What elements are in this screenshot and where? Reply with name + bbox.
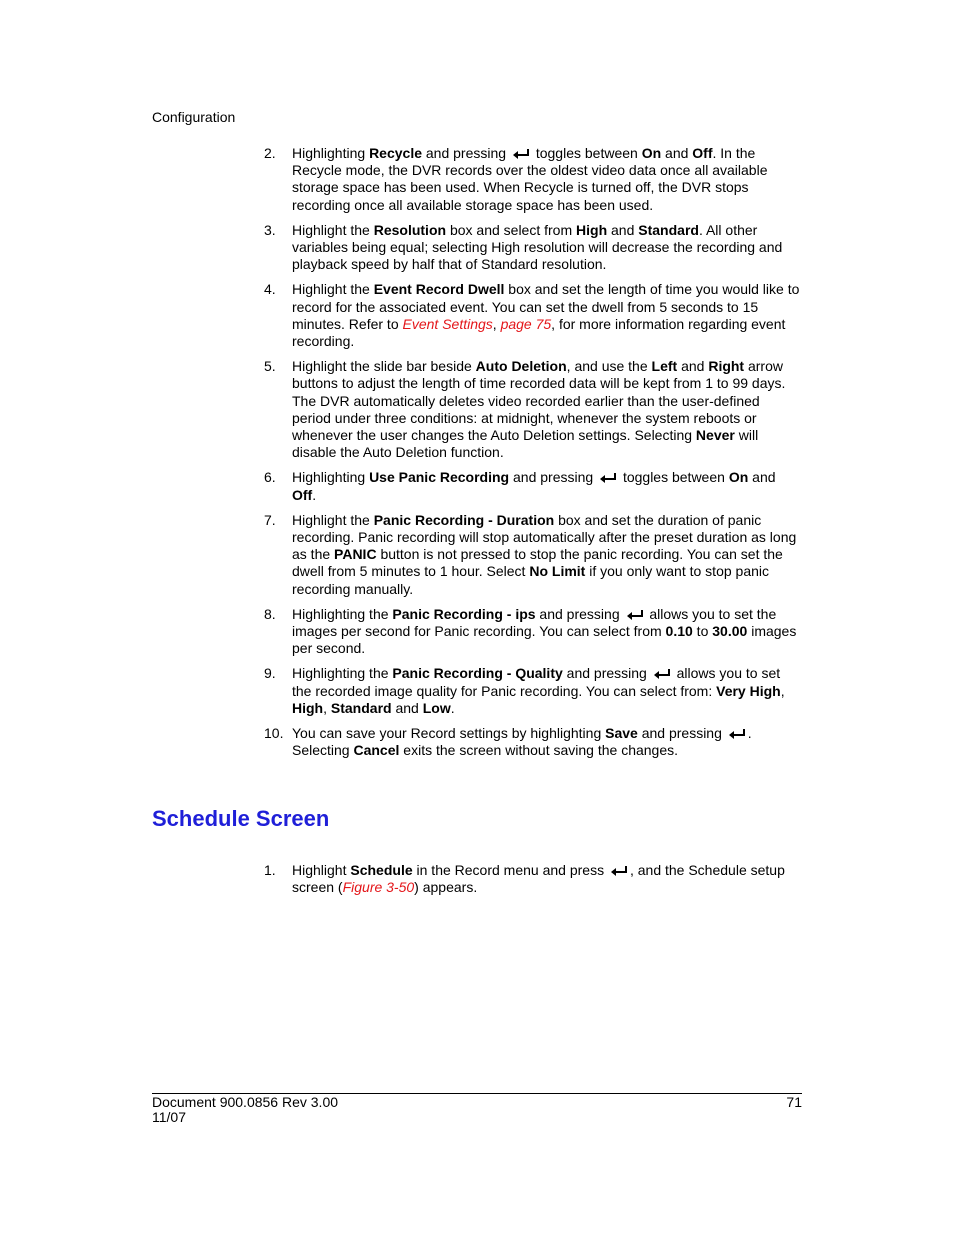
list-item-number: 4. <box>264 281 276 298</box>
text-run: and <box>748 469 776 486</box>
bold-term: Auto Deletion <box>475 358 567 375</box>
text-run: . <box>450 699 455 716</box>
bold-term: 0.10 <box>665 623 693 640</box>
text-run: . In the Recycle mode, the DVR records over the oldest video data once all available storage space has been used. When Recycle is turned off, the DVR stops recording once all available storage space has been used. <box>292 145 768 213</box>
bold-term: Low <box>422 699 451 716</box>
cross-reference-link[interactable]: Figure 3-50 <box>342 879 415 896</box>
running-header: Configuration <box>152 109 236 125</box>
enter-key-icon <box>653 666 671 677</box>
bold-term: No Limit <box>529 563 586 580</box>
text-run: You can save your Record settings by highlighting <box>292 725 606 742</box>
text-run: Highlighting the <box>292 605 393 622</box>
footer-date: 11/07 <box>152 1109 186 1125</box>
bold-term: Standard <box>330 699 392 716</box>
text-run: and <box>677 358 709 375</box>
bold-term: On <box>728 469 749 486</box>
list-item-number: 3. <box>264 221 276 238</box>
text-run: and <box>391 699 423 716</box>
bold-term: Standard <box>638 221 699 238</box>
bold-term: Panic Recording - Quality <box>392 665 563 682</box>
text-run: Highlighting <box>292 145 370 161</box>
bold-term: On <box>641 145 662 161</box>
list-item-number: 7. <box>264 511 276 528</box>
list-item-number: 6. <box>264 469 276 486</box>
record-steps-list <box>264 145 802 768</box>
text-run: allows you to set the recorded image quality for Panic recording. You can select from: <box>292 665 781 699</box>
list-item-text <box>292 358 802 461</box>
text-run: . <box>312 486 317 503</box>
text-run: and pressing <box>535 605 624 622</box>
text-run: will disable the Auto Deletion function. <box>292 427 759 461</box>
text-run: Highlight the slide bar beside <box>292 358 476 375</box>
list-item <box>264 862 802 896</box>
list-item <box>264 665 802 717</box>
bold-term: Event Record Dwell <box>373 281 505 298</box>
list-item <box>264 145 802 214</box>
text-run: and pressing <box>562 665 651 682</box>
bold-term: Cancel <box>353 742 400 759</box>
bold-term: High <box>576 221 608 238</box>
list-item-number: 1. <box>264 862 276 878</box>
bold-term: Save <box>605 725 638 742</box>
list-item-number: 2. <box>264 145 276 161</box>
cross-reference-link[interactable]: page 75 <box>500 315 552 332</box>
list-item-text <box>292 222 802 274</box>
text-run: toggles between <box>531 145 642 161</box>
list-item-number: 9. <box>264 665 276 682</box>
bold-term: Resolution <box>373 221 447 238</box>
text-run: . All other variables being equal; selecting High resolution will decrease the recording and playback speed by half that of Standard resolution. <box>292 221 783 273</box>
text-run: Highlight the <box>292 221 374 238</box>
bold-term: Very High <box>716 682 781 699</box>
text-run: and <box>607 221 639 238</box>
text-run: exits the screen without saving the changes. <box>399 742 679 759</box>
enter-key-icon <box>610 863 628 874</box>
text-run: button is not pressed to stop the panic recording. You can set the dwell from 5 minutes to 1 hour. Select <box>292 546 783 580</box>
text-run: and pressing <box>509 469 598 486</box>
bold-term: Schedule <box>350 862 413 878</box>
list-item-number: 8. <box>264 605 276 622</box>
text-run: Highlighting the <box>292 665 393 682</box>
text-run: Highlight the <box>292 511 374 528</box>
text-run: Highlight <box>292 862 351 878</box>
list-item-text <box>292 725 802 759</box>
list-item <box>264 469 802 503</box>
section-heading: Schedule Screen <box>152 806 330 831</box>
text-run: arrow buttons to adjust the length of time recorded data will be kept from 1 to 99 days. The DVR automatically deletes video recorded earlier than the user-defined period under three conditions: at midnight, whenever the system reboots or whenever the user changes the Auto Deletion settings. Selecting <box>292 358 786 444</box>
bold-term: Left <box>651 358 678 375</box>
bold-term: 30.00 <box>712 623 748 640</box>
bold-term: Never <box>695 427 735 444</box>
text-run: . Selecting <box>292 725 752 759</box>
text-run: , <box>492 315 501 332</box>
enter-key-icon <box>626 607 644 618</box>
text-run: , and use the <box>566 358 652 375</box>
text-run: allows you to set the images per second for Panic recording. You can select from <box>292 605 777 640</box>
list-item <box>264 358 802 461</box>
bold-term: Right <box>708 358 745 375</box>
text-run: to <box>692 623 713 640</box>
enter-key-icon <box>599 470 617 481</box>
text-run: in the Record menu and press <box>412 862 608 878</box>
list-item-number: 10. <box>264 725 284 742</box>
list-item <box>264 281 802 350</box>
text-run: and pressing <box>637 725 726 742</box>
schedule-steps-list <box>264 862 802 904</box>
list-item-text <box>292 606 802 658</box>
list-item <box>264 725 802 759</box>
text-run: , and the Schedule setup screen ( <box>292 862 785 896</box>
text-run: box and select from <box>446 221 577 238</box>
bold-term: Panic Recording - Duration <box>373 511 555 528</box>
list-item <box>264 606 802 658</box>
text-run: box and set the duration of panic recording. Panic recording will stop automatically after the preset duration as long as the <box>292 511 797 563</box>
list-item-text <box>292 665 802 717</box>
list-item-number: 5. <box>264 358 276 375</box>
list-item-text <box>292 469 802 503</box>
text-run: toggles between <box>619 469 729 486</box>
footer-doc-number: Document 900.0856 Rev 3.00 <box>152 1094 339 1110</box>
text-run: , for more information regarding event recording. <box>292 315 786 350</box>
list-item-text <box>292 512 802 598</box>
text-run: , <box>323 699 331 716</box>
bold-term: High <box>292 699 324 716</box>
text-run: , <box>780 682 785 699</box>
text-run: if you only want to stop panic recording manually. <box>292 563 770 597</box>
bold-term: Off <box>292 486 313 503</box>
page-number: 71 <box>786 1094 802 1110</box>
list-item <box>264 512 802 598</box>
list-item-text <box>292 862 802 896</box>
list-item-text <box>292 281 802 350</box>
text-run: ) appears. <box>414 879 478 896</box>
text-run: images per second. <box>292 623 797 657</box>
text-run: Highlight the <box>292 281 374 298</box>
text-run: and pressing <box>422 145 510 161</box>
list-item-text <box>292 145 802 214</box>
bold-term: PANIC <box>334 546 377 563</box>
text-run: and <box>661 145 693 161</box>
cross-reference-link[interactable]: Event Settings <box>402 315 493 332</box>
bold-term: Off <box>692 145 713 161</box>
bold-term: Panic Recording - ips <box>392 605 536 622</box>
enter-key-icon <box>728 726 746 737</box>
enter-key-icon <box>512 146 530 157</box>
bold-term: Use Panic Recording <box>369 469 510 486</box>
text-run: box and set the length of time you would like to record for the associated event. You can set the dwell from 5 seconds to 15 minutes. Refer to <box>292 281 800 332</box>
bold-term: Recycle <box>369 145 422 161</box>
text-run: Highlighting <box>292 469 370 486</box>
footer-document-info <box>152 1095 338 1125</box>
list-item <box>264 222 802 274</box>
